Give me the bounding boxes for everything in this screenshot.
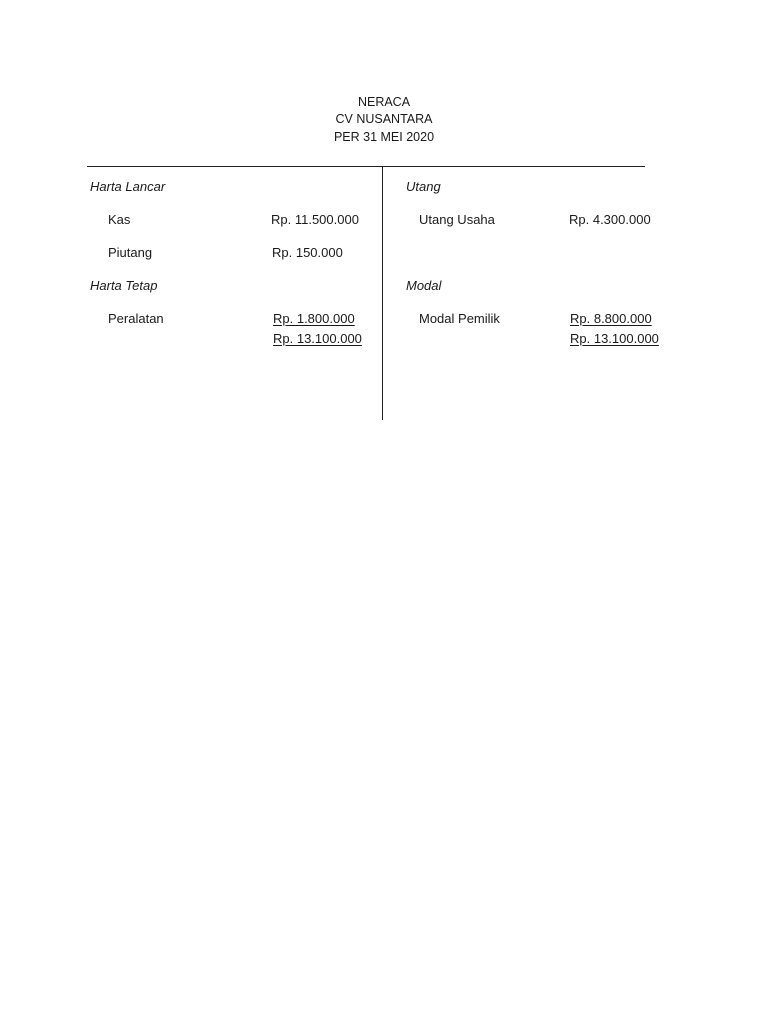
assets-total: Rp. 13.100.000 bbox=[273, 331, 362, 346]
peralatan-label: Peralatan bbox=[108, 311, 164, 326]
fixed-assets-heading: Harta Tetap bbox=[90, 278, 158, 293]
t-account-horizontal-rule bbox=[87, 166, 645, 167]
current-assets-heading: Harta Lancar bbox=[90, 179, 166, 194]
report-period: PER 31 MEI 2020 bbox=[333, 130, 435, 144]
piutang-label: Piutang bbox=[108, 245, 153, 260]
kas-label: Kas bbox=[108, 212, 131, 227]
kas-value: Rp. 11.500.000 bbox=[271, 212, 359, 227]
modal-pemilik-label: Modal Pemilik bbox=[419, 311, 500, 326]
utang-usaha-value: Rp. 4.300.000 bbox=[569, 212, 651, 227]
liabilities-total: Rp. 13.100.000 bbox=[570, 331, 659, 346]
modal-pemilik-value: Rp. 8.800.000 bbox=[570, 311, 652, 326]
utang-usaha-label: Utang Usaha bbox=[419, 212, 495, 227]
company-name: CV NUSANTARA bbox=[335, 112, 433, 126]
document-title: NERACA bbox=[357, 95, 411, 109]
equity-heading: Modal bbox=[406, 278, 442, 293]
peralatan-value: Rp. 1.800.000 bbox=[273, 311, 355, 326]
t-account-vertical-rule bbox=[382, 167, 383, 420]
piutang-value: Rp. 150.000 bbox=[272, 245, 343, 260]
liabilities-heading: Utang bbox=[406, 179, 441, 194]
